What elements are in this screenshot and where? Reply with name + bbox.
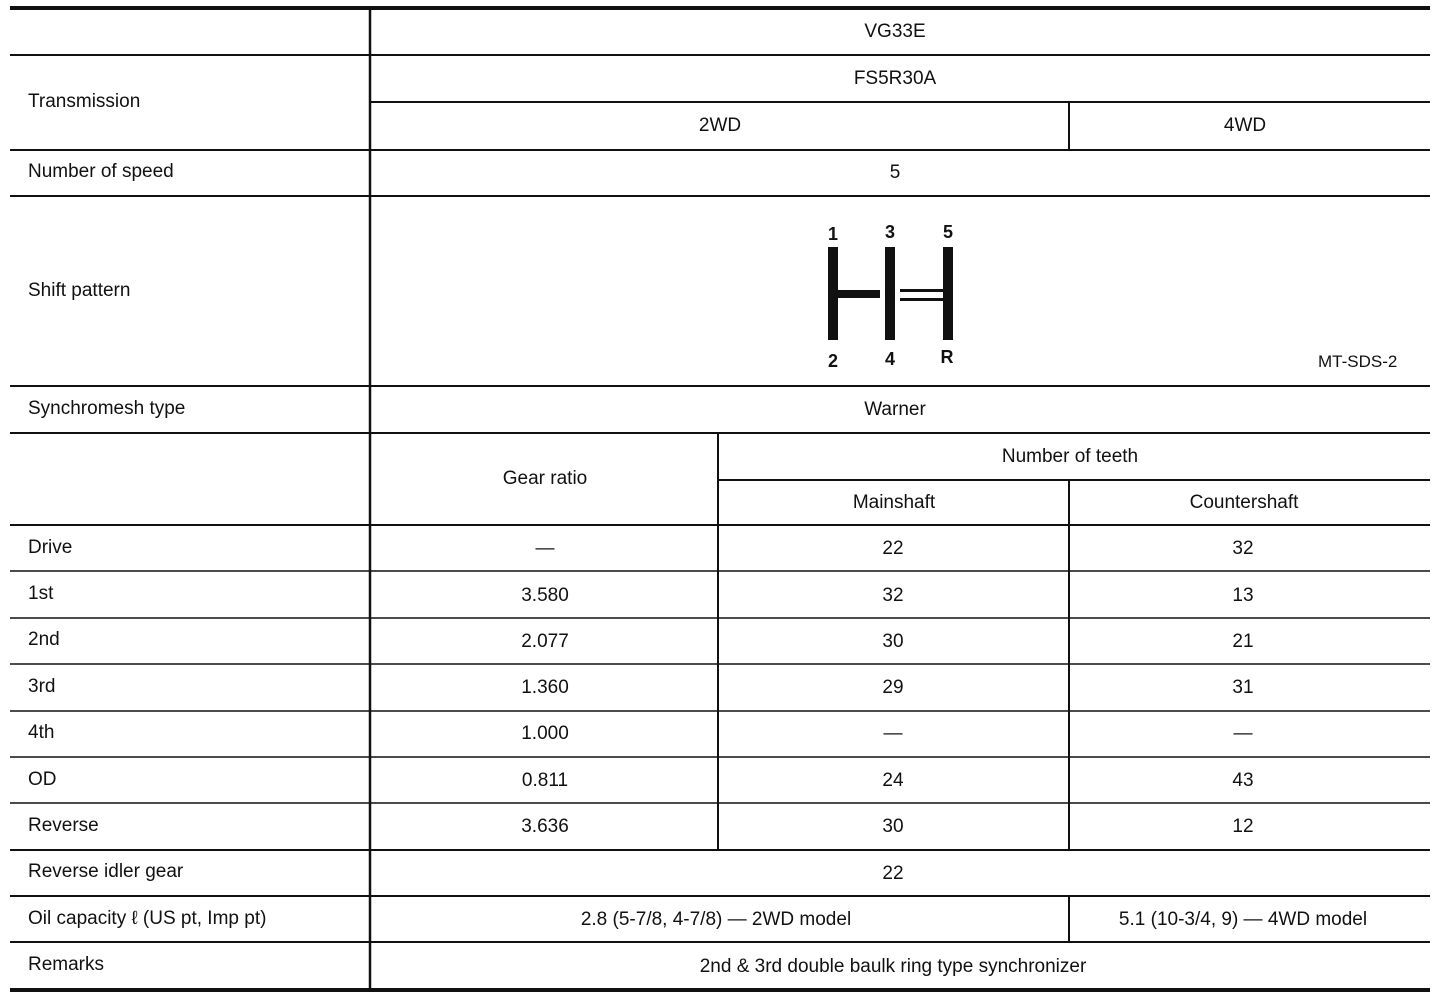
synchromesh-value: Warner xyxy=(864,399,926,420)
table-row-countershaft: 32 xyxy=(1232,538,1254,559)
drive-4wd: 4WD xyxy=(1223,115,1267,136)
table-row-gear: OD xyxy=(28,769,57,790)
reverse-idler-label: Reverse idler gear xyxy=(28,861,184,882)
table-row-countershaft: 12 xyxy=(1232,816,1254,837)
table-row-gear: Reverse xyxy=(28,815,99,836)
table-row-ratio: 1.360 xyxy=(521,677,569,698)
drive-2wd: 2WD xyxy=(698,115,742,136)
remarks-value: 2nd & 3rd double baulk ring type synchronizer xyxy=(699,956,1087,977)
transmission-label: Transmission xyxy=(28,91,141,112)
engine-model: VG33E xyxy=(864,21,926,42)
table-row-gear: 4th xyxy=(28,722,55,743)
transmission-model: FS5R30A xyxy=(853,68,937,89)
table-row-mainshaft: 30 xyxy=(882,816,904,837)
table-row-gear: Drive xyxy=(28,537,73,558)
table-row-mainshaft: 32 xyxy=(882,585,904,606)
gear-2-label: 2 xyxy=(827,351,839,371)
table-row-mainshaft: 29 xyxy=(882,677,904,698)
gear-4-label: 4 xyxy=(884,349,896,369)
table-row-ratio: 3.636 xyxy=(521,816,569,837)
figure-reference: MT-SDS-2 xyxy=(1318,352,1398,371)
remarks-label: Remarks xyxy=(28,954,105,975)
reverse-idler-value: 22 xyxy=(882,863,904,884)
table-row-ratio: 3.580 xyxy=(521,585,569,606)
table-row-countershaft: 31 xyxy=(1232,677,1254,698)
gear-1-label: 1 xyxy=(827,224,839,244)
oil-capacity-4wd: 5.1 (10-3/4, 9) — 4WD model xyxy=(1118,909,1368,930)
gear-reverse-label: R xyxy=(940,347,954,367)
table-row-gear: 2nd xyxy=(28,629,60,650)
table-row-gear: 1st xyxy=(28,583,54,604)
table-row-gear: 3rd xyxy=(28,676,56,697)
table-row-mainshaft: 22 xyxy=(882,538,904,559)
table-row-countershaft: 43 xyxy=(1232,770,1254,791)
oil-capacity-2wd: 2.8 (5-7/8, 4-7/8) — 2WD model xyxy=(580,909,852,930)
gear-3-label: 3 xyxy=(884,222,896,242)
table-row-ratio: 0.811 xyxy=(521,770,569,791)
table-row-ratio: 2.077 xyxy=(521,631,569,652)
oil-capacity-label: Oil capacity ℓ (US pt, Imp pt) xyxy=(28,908,267,929)
gear-ratio-header: Gear ratio xyxy=(502,468,588,489)
shift-pattern-label: Shift pattern xyxy=(28,280,131,301)
table-row-mainshaft: 30 xyxy=(882,631,904,652)
mainshaft-header: Mainshaft xyxy=(852,492,936,513)
table-row-countershaft: — xyxy=(1233,723,1253,744)
speed-label: Number of speed xyxy=(28,161,174,182)
speed-value: 5 xyxy=(889,162,901,183)
table-row-ratio: 1.000 xyxy=(521,723,569,744)
table-row-mainshaft: — xyxy=(883,723,903,744)
synchromesh-label: Synchromesh type xyxy=(28,398,186,419)
table-row-ratio: — xyxy=(535,538,555,559)
countershaft-header: Countershaft xyxy=(1189,492,1299,513)
table-row-countershaft: 13 xyxy=(1232,585,1254,606)
gear-5-label: 5 xyxy=(942,222,954,242)
table-row-mainshaft: 24 xyxy=(882,770,904,791)
table-row-countershaft: 21 xyxy=(1232,631,1254,652)
neutral-label: N xyxy=(884,287,896,304)
teeth-header: Number of teeth xyxy=(1001,446,1139,467)
